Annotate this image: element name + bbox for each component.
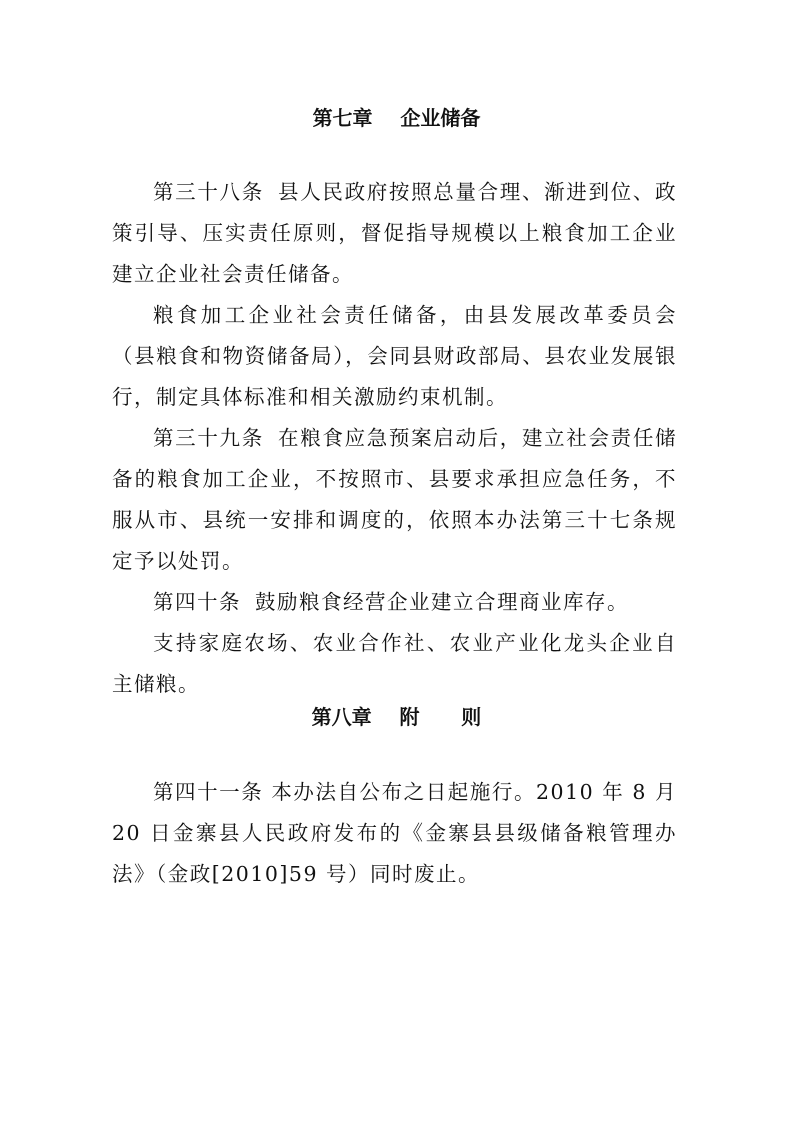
article-41-text: 本办法自公布之日起施行。2010 年 8 月 20 日金寨县人民政府发布的《金寨县县级储备粮管理办法》（金政[2010]59 号）同时废止。 (112, 780, 677, 886)
article-40-number: 第四十条 (153, 590, 241, 614)
article-38 (112, 172, 677, 295)
chapter-7-title: 第七章 企业储备 (312, 106, 481, 130)
article-40-paragraph-2 (112, 623, 677, 705)
article-38-number: 第三十八条 (153, 180, 264, 204)
article-40 (112, 582, 677, 623)
article-39 (112, 418, 677, 582)
chapter-8-title: 第八章 附 则 (311, 705, 482, 729)
article-38-paragraph-2 (112, 295, 677, 418)
article-41-number: 第四十一条 (153, 780, 264, 804)
article-40-paragraph-2-text: 支持家庭农场、农业合作社、农业产业化龙头企业自主储粮。 (112, 631, 677, 696)
article-40-text: 鼓励粮食经营企业建立合理商业库存。 (255, 590, 629, 614)
article-41 (112, 772, 677, 895)
article-39-number: 第三十九条 (153, 426, 264, 450)
article-38-paragraph-2-text: 粮食加工企业社会责任储备，由县发展改革委员会（县粮食和物资储备局），会同县财政部局、县农业发展银行，制定具体标准和相关激励约束机制。 (112, 303, 677, 409)
article-39-text: 在粮食应急预案启动后，建立社会责任储备的粮食加工企业，不按照市、县要求承担应急任务，不服从市、县统一安排和调度的，依照本办法第三十七条规定予以处罚。 (112, 426, 678, 573)
article-38-text: 县人民政府按照总量合理、渐进到位、政策引导、压实责任原则，督促指导规模以上粮食加工企业建立企业社会责任储备。 (112, 180, 678, 286)
